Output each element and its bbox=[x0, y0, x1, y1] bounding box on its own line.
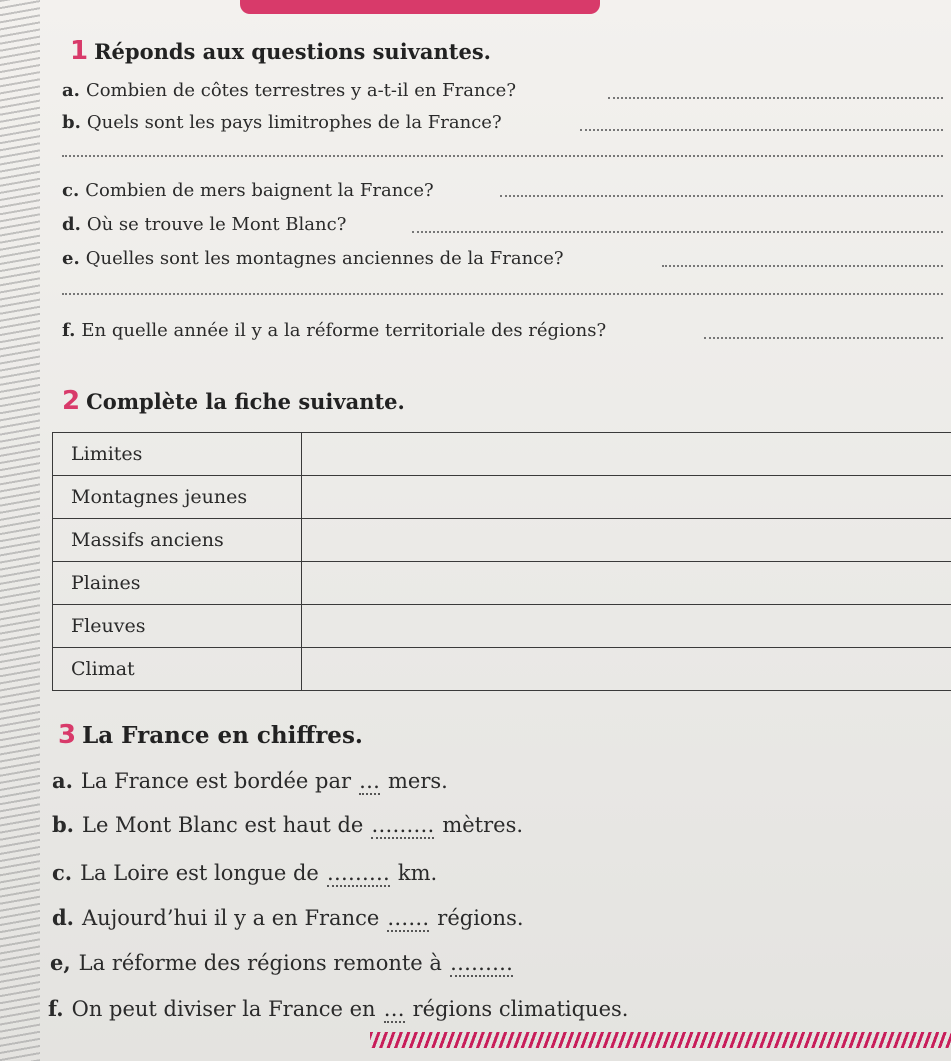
chiffre-item-e: e, La réforme des régions remonte à ……… bbox=[50, 950, 513, 975]
row-label: Fleuves bbox=[53, 605, 302, 648]
table-row bbox=[53, 476, 951, 519]
question-b: b. Quels sont les pays limitrophes de la France? bbox=[62, 112, 502, 133]
fill-blank[interactable]: …… bbox=[387, 906, 430, 930]
row-answer-field[interactable] bbox=[302, 648, 951, 691]
binding-spiral bbox=[0, 0, 40, 1061]
row-label: Plaines bbox=[53, 562, 302, 605]
row-answer-field[interactable] bbox=[302, 562, 951, 605]
question-d: d. Où se trouve le Mont Blanc? bbox=[62, 214, 347, 235]
answer-line-e[interactable] bbox=[662, 264, 943, 267]
fiche-table bbox=[52, 432, 951, 691]
answer-line-e2[interactable] bbox=[62, 292, 943, 295]
question-c: c. Combien de mers baignent la France? bbox=[62, 180, 434, 201]
decorative-border bbox=[370, 1032, 951, 1048]
chiffre-item-c: c. La Loire est longue de ……… km. bbox=[52, 860, 438, 885]
answer-line-b[interactable] bbox=[580, 128, 943, 131]
row-answer-field[interactable] bbox=[302, 433, 951, 476]
fill-blank[interactable]: … bbox=[359, 769, 380, 793]
answer-line-b2[interactable] bbox=[62, 154, 943, 157]
chiffre-item-a: a. La France est bordée par … mers. bbox=[52, 768, 448, 793]
section-3-number: 3 bbox=[58, 720, 77, 750]
answer-line-a[interactable] bbox=[608, 96, 943, 99]
table-row bbox=[53, 648, 951, 691]
row-label: Climat bbox=[53, 648, 302, 691]
row-label: Limites bbox=[53, 433, 302, 476]
question-f: f. En quelle année il y a la réforme territoriale des régions? bbox=[62, 320, 607, 341]
table-row bbox=[53, 605, 951, 648]
section-3-title: 3 La France en chiffres. bbox=[58, 720, 363, 750]
answer-line-c[interactable] bbox=[500, 194, 943, 197]
table-row bbox=[53, 562, 951, 605]
chiffre-item-d: d. Aujourd’hui il y a en France …… régions. bbox=[52, 905, 524, 930]
row-label: Montagnes jeunes bbox=[53, 476, 302, 519]
row-answer-field[interactable] bbox=[302, 605, 951, 648]
chiffre-item-b: b. Le Mont Blanc est haut de ……… mètres. bbox=[52, 812, 524, 837]
section-2-title: 2 Complète la fiche suivante. bbox=[62, 386, 405, 416]
section-1-number: 1 bbox=[70, 36, 89, 66]
fill-blank[interactable]: … bbox=[383, 997, 405, 1021]
fill-blank[interactable]: ……… bbox=[371, 813, 435, 837]
section-1-title: 1 Réponds aux questions suivantes. bbox=[70, 36, 491, 66]
row-answer-field[interactable] bbox=[302, 476, 951, 519]
question-a: a. Combien de côtes terrestres y a-t-il en France? bbox=[62, 80, 516, 101]
fill-blank[interactable]: ……… bbox=[326, 861, 390, 885]
top-color-strip bbox=[240, 0, 600, 14]
section-2-number: 2 bbox=[62, 386, 81, 416]
chiffre-item-f: f. On peut diviser la France en … régions climatiques. bbox=[48, 996, 629, 1021]
answer-line-d[interactable] bbox=[412, 230, 943, 233]
row-label: Massifs anciens bbox=[53, 519, 302, 562]
table-row bbox=[53, 519, 951, 562]
question-e: e. Quelles sont les montagnes anciennes de la France? bbox=[62, 248, 564, 269]
answer-line-f[interactable] bbox=[704, 336, 943, 339]
table-row bbox=[53, 433, 951, 476]
row-answer-field[interactable] bbox=[302, 519, 951, 562]
fill-blank[interactable]: ……… bbox=[449, 951, 513, 975]
